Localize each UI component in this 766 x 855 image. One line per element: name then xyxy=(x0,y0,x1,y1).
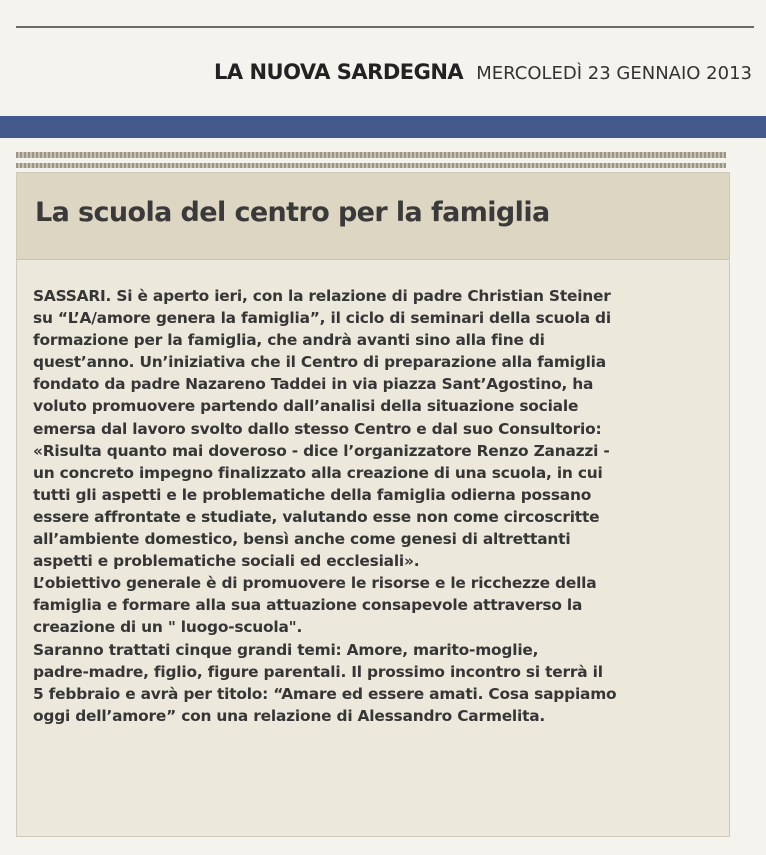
text-line: quest’anno. Un’iniziativa che il Centro di preparazione alla famiglia xyxy=(33,353,606,372)
newspaper-name: LA NUOVA SARDEGNA xyxy=(214,60,464,84)
header-band xyxy=(0,116,766,138)
text-line: essere affrontate e studiate, valutando esse non come circoscritte xyxy=(33,507,600,526)
top-rule xyxy=(16,26,754,28)
text-line: formazione per la famiglia, che andrà avanti sino alla fine di xyxy=(33,331,545,350)
text-line: tutti gli aspetti e le problematiche della famiglia odierna possano xyxy=(33,485,592,504)
text-line: aspetti e problematiche sociali ed ecclesiali». xyxy=(33,552,420,571)
decorative-rule xyxy=(16,163,726,168)
text-line: «Risulta quanto mai doveroso - dice l’organizzatore Renzo Zanazzi - xyxy=(33,441,610,460)
text-line: Saranno trattati cinque grandi temi: Amore, marito-moglie, xyxy=(33,640,539,659)
article xyxy=(16,172,730,837)
publication-date: MERCOLEDÌ 23 GENNAIO 2013 xyxy=(476,63,752,84)
text-line: su “L’A/amore genera la famiglia”, il ciclo di seminari della scuola di xyxy=(33,309,611,328)
text-line: fondato da padre Nazareno Taddei in via piazza Sant’Agostino, ha xyxy=(33,375,594,394)
text-line: creazione di un " luogo-scuola". xyxy=(33,618,303,637)
headline-band xyxy=(17,173,729,260)
text-line: L’obiettivo generale è di promuovere le risorse e le ricchezze della xyxy=(33,574,597,593)
text-line: SASSARI. Si è aperto ieri, con la relazione di padre Christian Steiner xyxy=(33,287,611,305)
masthead xyxy=(0,60,752,84)
text-line: 5 febbraio e avrà per titolo: “Amare ed essere amati. Cosa sappiamo xyxy=(33,684,617,703)
text-line: famiglia e formare alla sua attuazione consapevole attraverso la xyxy=(33,596,583,615)
article-headline: La scuola del centro per la famiglia xyxy=(35,197,550,228)
text-line: oggi dell’amore” con una relazione di Alessandro Carmelita. xyxy=(33,706,546,725)
text-line: all’ambiente domestico, bensì anche come genesi di altrettanti xyxy=(33,530,571,549)
text-line: padre-madre, figlio, figure parentali. Il prossimo incontro si terrà il xyxy=(33,662,603,681)
text-line: emersa dal lavoro svolto dallo stesso Centro e dal suo Consultorio: xyxy=(33,419,602,438)
article-paragraph xyxy=(33,572,723,638)
text-line: un concreto impegno finalizzato alla creazione di una scuola, in cui xyxy=(33,463,603,482)
text-line: voluto promuovere partendo dall’analisi della situazione sociale xyxy=(33,397,579,416)
decorative-rule xyxy=(16,152,726,158)
article-paragraph xyxy=(33,285,723,572)
article-paragraph xyxy=(33,639,723,727)
article-body xyxy=(33,285,723,727)
